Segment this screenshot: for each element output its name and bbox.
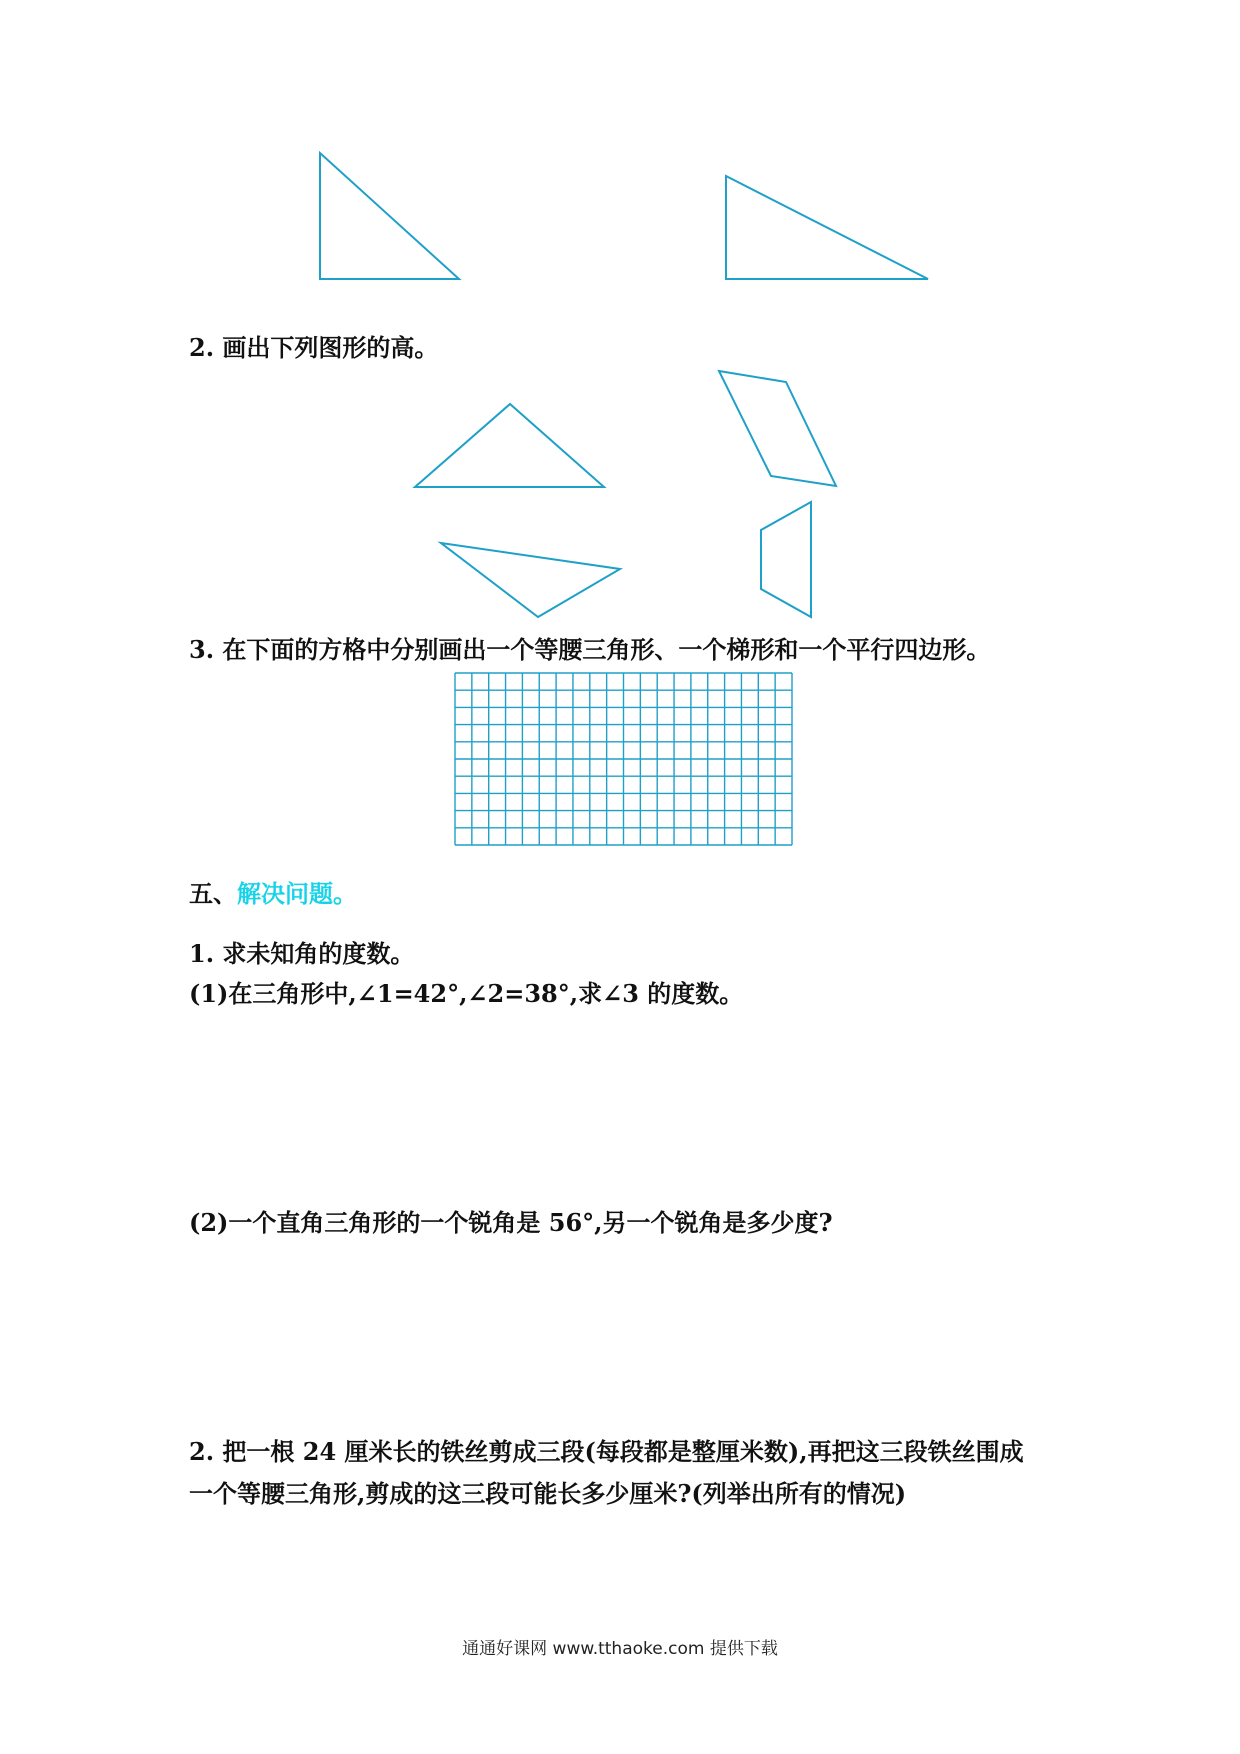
obtuse-triangle-1 <box>415 404 604 487</box>
q1-title: 1. 求未知角的度数。 <box>189 939 415 968</box>
q2-line1: 2. 把一根 24 厘米长的铁丝剪成三段(每段都是整厘米数),再把这三段铁丝围成 <box>189 1437 1024 1466</box>
footer-watermark: 通通好课网 www.tthaoke.com 提供下载 <box>462 1639 778 1659</box>
right-triangle-2 <box>726 176 928 279</box>
trapezoid <box>761 502 811 617</box>
parallelogram <box>719 371 836 486</box>
section-title: 解决问题。 <box>237 879 357 908</box>
section-number: 五、 <box>189 879 237 908</box>
q1-part2: (2)一个直角三角形的一个锐角是 56°,另一个锐角是多少度? <box>189 1208 833 1237</box>
q3-title: 3. 在下面的方格中分别画出一个等腰三角形、一个梯形和一个平行四边形。 <box>189 635 991 664</box>
q2-line2: 一个等腰三角形,剪成的这三段可能长多少厘米?(列举出所有的情况) <box>189 1479 907 1508</box>
q2-title: 2. 画出下列图形的高。 <box>189 333 439 362</box>
section-five-heading <box>189 879 357 908</box>
q1-part1: (1)在三角形中,∠1=42°,∠2=38°,求∠3 的度数。 <box>189 979 744 1008</box>
right-triangle-1 <box>320 153 459 279</box>
square-grid[interactable] <box>455 673 792 845</box>
obtuse-triangle-2 <box>441 543 620 617</box>
